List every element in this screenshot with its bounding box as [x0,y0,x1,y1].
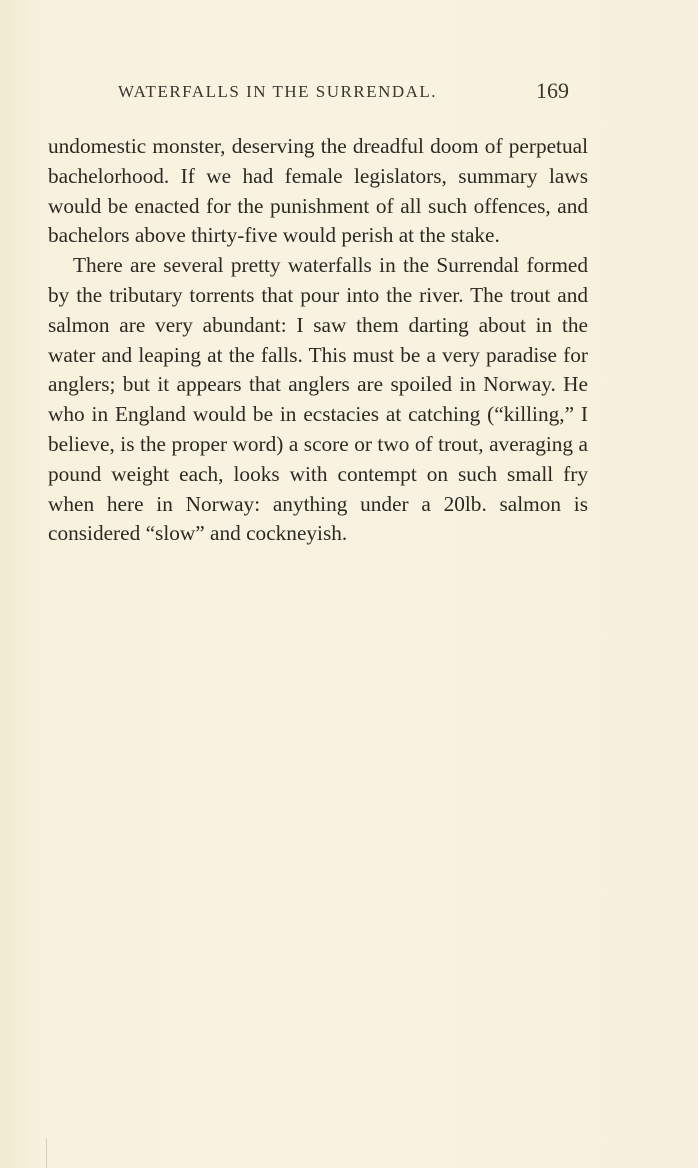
page-edge-mark [0,1138,47,1168]
paragraph-continuation: undomestic monster, deserving the dreadful doom of perpetual bachelorhood. If we had female legislators, summary laws would be enacted for the punishment of all such offences, and bachelors above thirty-five would perish at the stake. [48,134,588,248]
page-number: 169 [536,78,569,103]
paragraph-waterfalls: There are several pretty waterfalls in the Surrendal formed by the tributary torrents that pour into the river. The trout and salmon are very abundant: I saw them darting about in the water and leaping at the falls. This must be a very paradise for anglers; but it appears that anglers are spoiled in Norway. He who in England would be in ecstacies at catching (“killing,” I believe, is the proper word) a score or two of trout, averaging a pound weight each, looks with contempt on such small fry when here in Norway: anything under a 20lb. salmon is considered “slow” and cockneyish. [48,253,588,546]
running-head-title: WATERFALLS IN THE SURRENDAL. [118,82,438,101]
body-text [48,132,588,549]
